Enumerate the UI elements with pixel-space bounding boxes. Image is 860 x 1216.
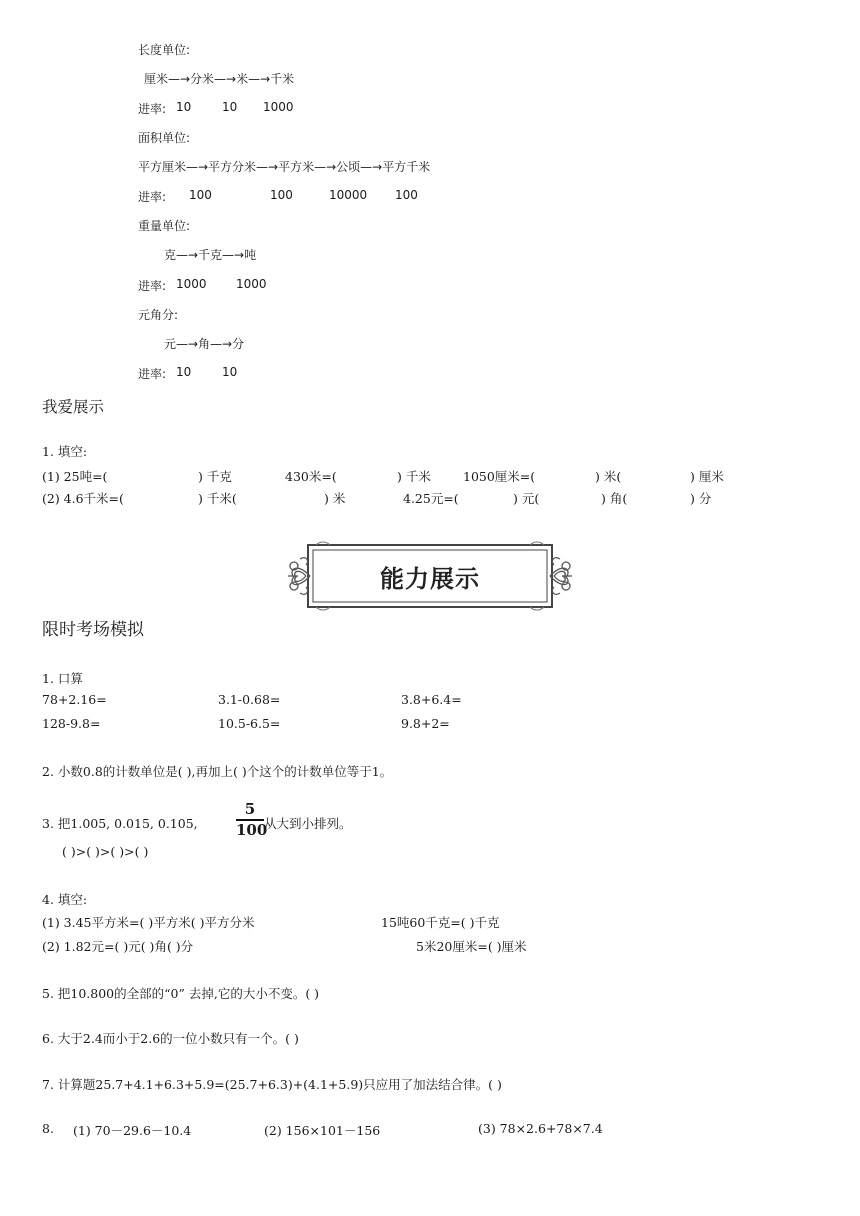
area-rate-label: 进率: (138, 190, 167, 204)
fraction (236, 800, 268, 839)
show-q1-label: 1. 填空: (42, 444, 88, 459)
exam-q4-line1a: (1) 3.45平方米=( )平方米( )平方分米 (42, 915, 255, 930)
money-units-title: 元角分: (138, 308, 179, 322)
length-rate-3: 1000 (263, 100, 294, 114)
area-units-title: 面积单位: (138, 131, 191, 145)
show-q1-line1-c: 430米=( (285, 469, 337, 484)
fraction-numerator: 5 (244, 800, 256, 818)
area-rate-4: 100 (395, 188, 418, 202)
exam-q4-line1b: 15吨60千克=( )千克 (381, 915, 500, 930)
show-q1-line1-g: ) 厘米 (690, 469, 724, 484)
length-units-title: 长度单位: (138, 43, 191, 57)
money-rate-label: 进率: (138, 367, 167, 381)
show-q1-line1-f: ) 米( (595, 469, 622, 484)
show-q1-line2-b: ) 千米( (198, 491, 237, 506)
weight-units-chain: 克—→千克—→吨 (164, 248, 257, 262)
show-q1-line1-a: (1) 25吨=( (42, 469, 108, 484)
area-rate-3: 10000 (329, 188, 368, 202)
exam-q8-part1: (1) 70－29.6－10.4 (73, 1123, 192, 1138)
exam-q7: 7. 计算题25.7+4.1+6.3+5.9=(25.7+6.3)+(4.1+5.9)只应用了加法结合律。( ) (42, 1077, 502, 1092)
area-rate-1: 100 (189, 188, 212, 202)
show-q1-line2-c: ) 米 (324, 491, 346, 506)
weight-rate-1: 1000 (176, 277, 207, 291)
show-q1-line1-e: 1050厘米=( (463, 469, 536, 484)
show-q1-line2-g: ) 分 (690, 491, 712, 506)
exam-q1-r1-c1: 78+2.16= (42, 692, 107, 707)
exam-heading: 限时考场模拟 (42, 620, 144, 640)
exam-q3-suffix: 从大到小排列。 (264, 816, 352, 831)
area-rate-2: 100 (270, 188, 293, 202)
exam-q1-r2-c1: 128-9.8= (42, 716, 101, 731)
exam-q4-label: 4. 填空: (42, 892, 88, 907)
area-units-chain: 平方厘米—→平方分米—→平方米—→公顷—→平方千米 (138, 160, 431, 174)
exam-q8-part2: (2) 156×101－156 (264, 1123, 381, 1138)
show-heading: 我爱展示 (42, 398, 105, 416)
weight-units-title: 重量单位: (138, 219, 191, 233)
money-rate-1: 10 (176, 365, 192, 379)
exam-q4-line2b: 5米20厘米=( )厘米 (416, 939, 527, 954)
money-units-chain: 元—→角—→分 (164, 337, 245, 351)
exam-q1-r1-c2: 3.1-0.68= (218, 692, 281, 707)
show-q1-line1-b: ) 千克 (198, 469, 232, 484)
exam-q1-r2-c3: 9.8+2= (401, 716, 450, 731)
show-q1-line2-e: ) 元( (513, 491, 540, 506)
show-q1-line2-d: 4.25元=( (403, 491, 459, 506)
length-rate-label: 进率: (138, 102, 167, 116)
section-banner (286, 541, 574, 611)
exam-q1-label: 1. 口算 (42, 671, 83, 686)
exam-q3-prefix: 3. 把1.005, 0.015, 0.105, (42, 816, 198, 831)
exam-q8-part3: (3) 78×2.6+78×7.4 (478, 1121, 603, 1136)
length-rate-2: 10 (222, 100, 238, 114)
exam-q4-line2a: (2) 1.82元=( )元( )角( )分 (42, 939, 194, 954)
length-units-chain: 厘米—→分米—→米—→千米 (144, 72, 295, 86)
length-rate-1: 10 (176, 100, 192, 114)
exam-q5: 5. 把10.800的全部的“0” 去掉,它的大小不变。( ) (42, 986, 320, 1001)
exam-q1-r1-c3: 3.8+6.4= (401, 692, 462, 707)
banner-title: 能力展示 (380, 565, 480, 593)
exam-q2: 2. 小数0.8的计数单位是( ),再加上( )个这个的计数单位等于1。 (42, 764, 393, 779)
exam-q8-label: 8. (42, 1121, 54, 1136)
exam-q3-order: ( )>( )>( )>( ) (62, 844, 149, 859)
money-rate-2: 10 (222, 365, 238, 379)
exam-q1-r2-c2: 10.5-6.5= (218, 716, 281, 731)
fraction-denominator: 100 (236, 820, 268, 839)
show-q1-line2-a: (2) 4.6千米=( (42, 491, 124, 506)
weight-rate-2: 1000 (236, 277, 267, 291)
exam-q6: 6. 大于2.4而小于2.6的一位小数只有一个。( ) (42, 1031, 299, 1046)
weight-rate-label: 进率: (138, 279, 167, 293)
show-q1-line1-d: ) 千米 (397, 469, 431, 484)
show-q1-line2-f: ) 角( (601, 491, 628, 506)
